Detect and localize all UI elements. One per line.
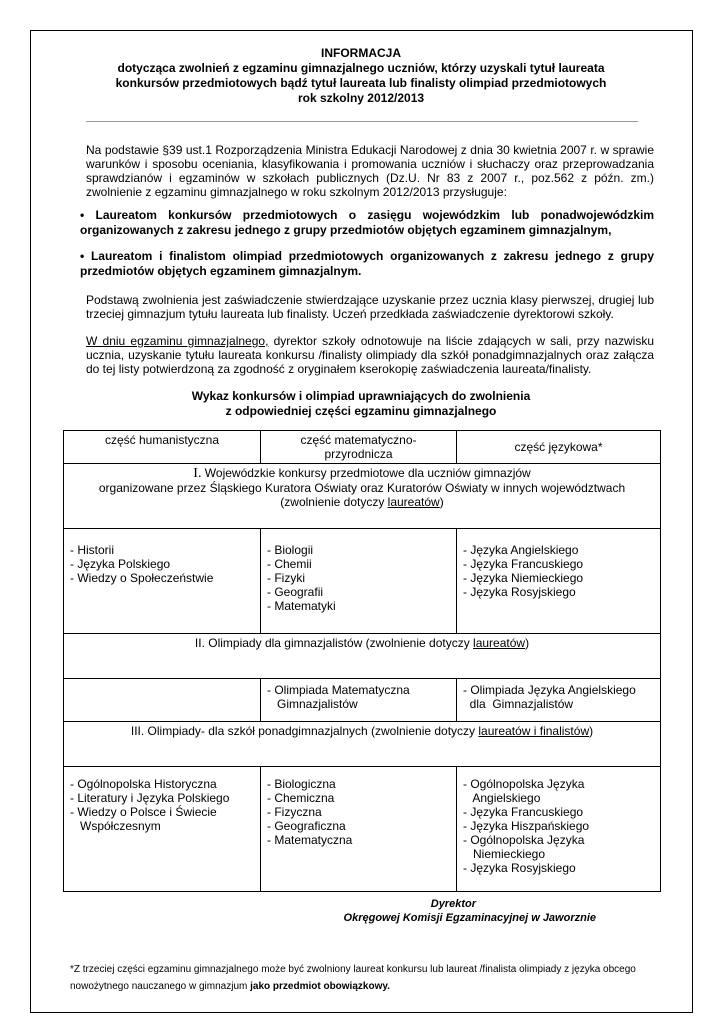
section-1-subjects-row	[64, 529, 661, 634]
section-2-row	[64, 634, 661, 679]
section-1-math-science	[261, 529, 457, 634]
intro-paragraph: Na podstawie §39 ust.1 Rozporządzenia Ministra Edukacji Narodowej z dnia 30 kwietnia 2007 r. w sprawie warunków i sposobu oceniania, klasyfikowania i promowania uczniów i słuchaczy oraz przeprowadzania sprawdzianów i egzaminów w szkołach publicznych (Dz.U. Nr 83 z 2007 r., poz.562 z późn. zm.) zwolnienie z egzaminu gimnazjalnego w roku szkolnym 2012/2013 przysługuje:	[86, 143, 654, 199]
bullet-text: Laureatom i finalistom olimpiad przedmiotowych organizowanych z zakresu jednego z grupy przedmiotów objętych egzaminem gimnazjalnym.	[80, 249, 654, 278]
section-3-humanities	[64, 767, 261, 892]
header-divider	[86, 121, 638, 122]
section-2-math-science	[261, 679, 457, 722]
list-item: - Języka Niemieckiego	[463, 571, 584, 585]
section-3-row	[64, 722, 661, 767]
section-3-subjects-row	[64, 767, 661, 892]
list-title-line-1: Wykaz konkursów i olimpiad uprawniających do zwolnienia	[191, 389, 531, 403]
bullet-laureates-olympiads	[80, 249, 654, 279]
basis-paragraph: Podstawą zwolnienia jest zaświadczenie stwierdzające uzyskanie przez ucznia klasy pierwszej, drugiej lub trzeciej gimnazjum tytułu laureata lub finalisty. Uczeń przedkłada zaświadczenie dyrektorowi szkoły.	[86, 293, 654, 321]
list-item: - Wiedzy o Polsce i Świecie	[70, 805, 217, 819]
list-item: - Biologii	[267, 543, 314, 557]
list-item: - Języka Hiszpańskiego	[463, 819, 590, 833]
footnote	[70, 961, 680, 995]
list-item: Angielskiego	[463, 791, 541, 805]
bullet-icon: •	[80, 249, 85, 263]
section-3-cell: III. Olimpiady- dla szkół ponadgimnazjalnych (zwolnienie dotyczy laureatów i finalistów)	[64, 722, 661, 767]
section-1-humanities	[64, 529, 261, 634]
footnote-text: *Z trzeciej części egzaminu gimnazjalnego może być zwolniony laureat konkursu lub laureat /finalista olimpiady z języka obcego nowożytnego nauczanego w gimnazjum	[70, 964, 636, 992]
section-3-math-science	[261, 767, 457, 892]
section-1-languages	[457, 529, 661, 634]
list-item: - Języka Rosyjskiego	[463, 861, 576, 875]
section-1-cell	[64, 464, 661, 529]
header-languages: część językowa*	[457, 431, 661, 464]
list-item: dla Gimnazjalistów	[463, 697, 574, 711]
list-item: - Ogólnopolska Historyczna	[70, 777, 217, 791]
list-item: - Geograficzna	[267, 819, 346, 833]
header-year: rok szkolny 2012/2013	[297, 91, 425, 105]
exam-day-paragraph	[86, 334, 654, 376]
section-1-note: (zwolnienie dotyczy laureatów)	[280, 495, 444, 509]
section-1-line-1: Wojewódzkie konkursy przedmiotowe dla uczniów gimnazjów	[201, 466, 531, 480]
list-title	[60, 389, 662, 419]
list-item: - Chemii	[267, 557, 312, 571]
document-header	[60, 46, 662, 106]
section-1-roman: I.	[193, 466, 202, 481]
list-item: - Olimpiada Języka Angielskiego	[463, 683, 636, 697]
list-item: - Geografii	[267, 585, 324, 599]
list-item: Współczesnym	[70, 819, 161, 833]
list-item: - Matematyki	[267, 599, 336, 613]
signature-block	[300, 897, 596, 925]
table-header-row	[64, 431, 661, 464]
list-item: Niemieckiego	[463, 847, 546, 861]
exemption-table	[63, 430, 661, 892]
header-line-2: konkursów przedmiotowych bądź tytuł laureata lub finalisty olimpiad przedmiotowych	[115, 76, 607, 90]
list-item: - Języka Polskiego	[70, 557, 171, 571]
header-title: INFORMACJA	[321, 46, 401, 60]
list-item: - Literatury i Języka Polskiego	[70, 791, 230, 805]
signature-org: Okręgowej Komisji Egzaminacyjnej w Jaworznie	[343, 912, 596, 924]
list-item: - Ogólnopolska Języka	[463, 833, 585, 847]
bullet-text: Laureatom konkursów przedmiotowych o zasięgu wojewódzkim lub ponadwojewódzkim organizowanych z zakresu jednego z grupy przedmiotów objętych egzaminem gimnazjalnym,	[80, 208, 654, 237]
list-item: - Biologiczna	[267, 777, 336, 791]
header-math-science: część matematyczno-przyrodnicza	[261, 431, 457, 464]
list-item: - Fizyczna	[267, 805, 322, 819]
exam-day-text: dyrektor szkoły odnotowuje na liście zdających w sali, przy nazwisku ucznia, uzyskanie tytułu laureata konkursu /finalisty olimpiady dla szkół ponadgimnazjalnych oraz załącza do tej listy potwierdzoną za zgodność z oryginałem kserokopię zaświadczenia laureata/finalisty.	[86, 334, 655, 376]
list-item: - Chemiczna	[267, 791, 335, 805]
list-item: - Ogólnopolska Języka	[463, 777, 585, 791]
exam-day-lead: W dniu egzaminu gimnazjalnego,	[86, 334, 269, 348]
list-item: - Fizyki	[267, 571, 305, 585]
list-item: - Języka Francuskiego	[463, 557, 584, 571]
list-item: - Języka Francuskiego	[463, 805, 584, 819]
list-item: - Języka Rosyjskiego	[463, 585, 576, 599]
list-item: - Olimpiada Matematyczna	[267, 683, 410, 697]
section-2-cell: II. Olimpiady dla gimnazjalistów (zwolnienie dotyczy laureatów)	[64, 634, 661, 679]
list-item: - Matematyczna	[267, 833, 353, 847]
signature-role: Dyrektor	[430, 898, 476, 910]
bullet-laureates-contests	[80, 208, 654, 238]
list-item: - Języka Angielskiego	[463, 543, 579, 557]
footnote-bold: jako przedmiot obowiązkowy.	[250, 981, 390, 992]
section-2-subjects-row	[64, 679, 661, 722]
list-item: - Historii	[70, 543, 114, 557]
section-2-humanities	[64, 679, 261, 722]
section-1-line-2: organizowane przez Śląskiego Kuratora Oświaty oraz Kuratorów Oświaty w innych województwach	[98, 481, 626, 495]
section-1-row	[64, 464, 661, 529]
section-2-languages	[457, 679, 661, 722]
bullet-icon: •	[80, 208, 85, 222]
header-humanities: część humanistyczna	[64, 431, 261, 464]
section-3-languages	[457, 767, 661, 892]
header-line-1: dotycząca zwolnień z egzaminu gimnazjalnego uczniów, którzy uzyskali tytuł laureata	[117, 61, 605, 75]
list-item: Gimnazjalistów	[267, 697, 358, 711]
list-title-line-2: z odpowiedniej części egzaminu gimnazjalnego	[225, 404, 497, 418]
list-item: - Wiedzy o Społeczeństwie	[70, 571, 214, 585]
